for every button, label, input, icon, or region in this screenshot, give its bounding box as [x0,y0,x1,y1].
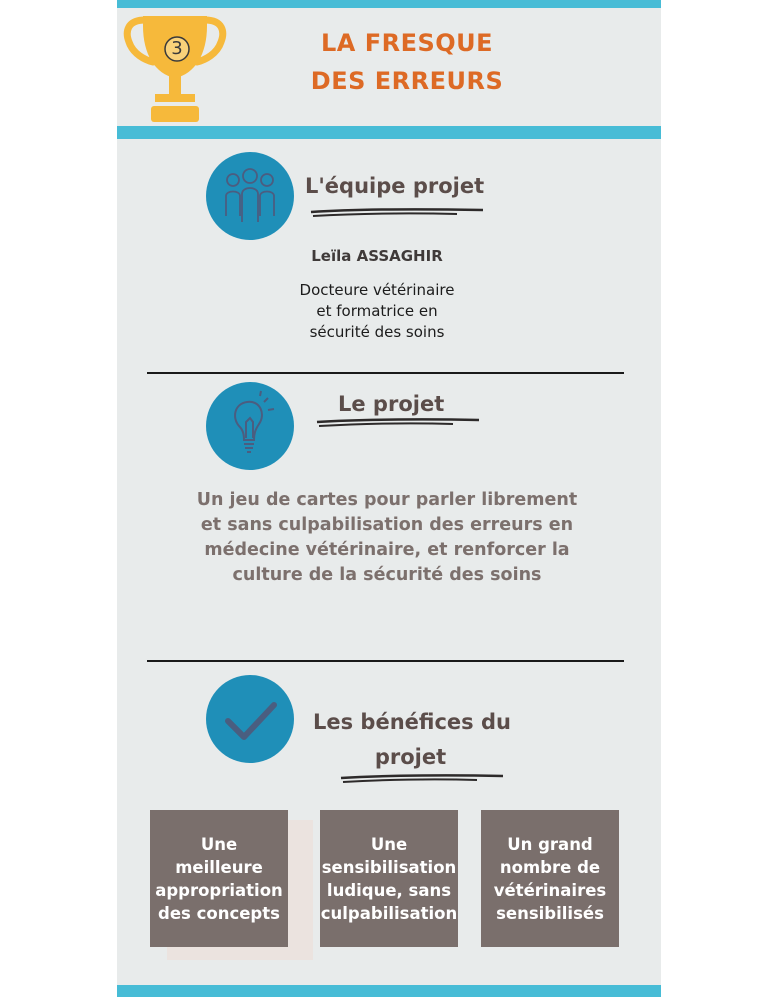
role-line-1: Docteure vétérinaire [299,281,455,299]
title-line-1: LA FRESQUE [320,29,494,57]
team-member-role [267,280,487,343]
project-line-1: Un jeu de cartes pour parler librement [196,490,578,510]
benefit-2-line-1: Une [370,834,408,854]
team-heading-underline [307,206,487,220]
project-line-4: culture de la sécurité des soins [232,565,542,585]
project-heading-underline [313,416,483,430]
lightbulb-icon [206,382,294,470]
team-icon [206,152,294,240]
benefit-2-line-2: sensibilisation [321,857,457,877]
section-divider-1 [147,372,624,374]
project-description [187,488,587,588]
checkmark-icon [206,675,294,763]
benefits-heading [313,705,511,775]
role-line-2: et formatrice en [316,302,438,320]
role-line-3: sécurité des soins [309,323,445,341]
top-accent-bar [117,0,661,8]
benefit-2-line-3: ludique, sans [326,880,452,900]
team-member-name: Leïla ASSAGHIR [311,247,443,265]
benefit-3-line-2: nombre de [499,857,601,877]
trophy-icon [123,14,227,124]
title-line-2: DES ERREURS [310,67,504,95]
page-title [267,24,547,100]
benefit-3-line-1: Un grand [507,834,593,854]
section-divider-2 [147,660,624,662]
benefit-card-2 [320,810,458,947]
benefit-1-line-1: Une [200,834,238,854]
infographic [117,0,661,997]
bottom-accent-bar [117,985,661,997]
benefit-2-line-4: culpabilisation [320,903,458,923]
benefit-1-line-3: appropriation [155,880,283,900]
project-line-3: médecine vétérinaire, et renforcer la [204,540,570,560]
benefit-3-line-4: sensibilisés [496,903,604,923]
benefits-heading-underline [337,772,507,786]
benefits-heading-line-1: Les bénéfices du [313,710,511,734]
benefit-1-line-2: meilleure [175,857,263,877]
project-heading: Le projet [338,392,445,416]
team-heading: L'équipe projet [305,174,485,198]
benefit-card-1 [150,810,288,947]
header-accent-bar [117,126,661,139]
benefit-3-line-3: vétérinaires [493,880,607,900]
benefits-heading-line-2: projet [374,745,447,769]
trophy-number: 3 [171,38,183,59]
project-line-2: et sans culpabilisation des erreurs en [200,515,574,535]
benefit-1-line-4: des concepts [158,903,280,923]
benefit-card-3 [481,810,619,947]
